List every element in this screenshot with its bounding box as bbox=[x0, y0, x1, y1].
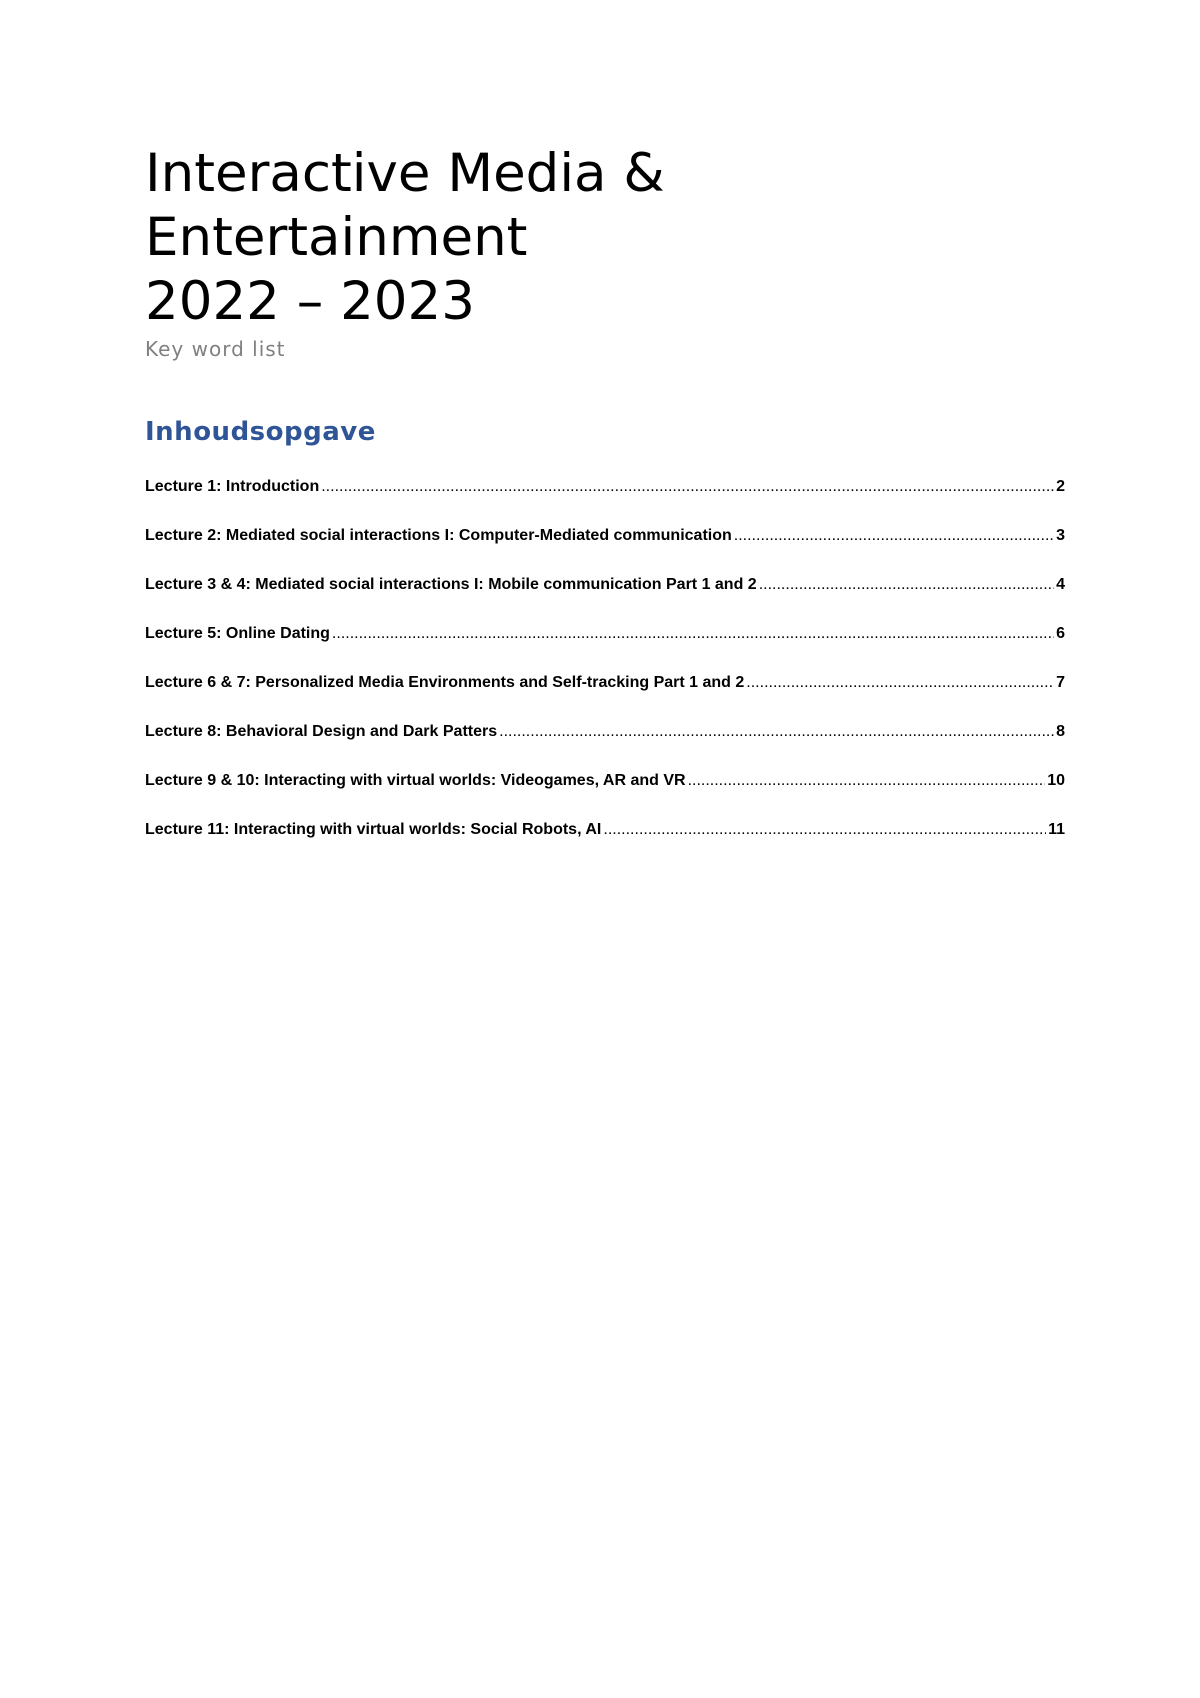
toc-dot-leader bbox=[759, 576, 1054, 594]
toc-entry-page: 6 bbox=[1056, 625, 1065, 642]
toc-entry[interactable] bbox=[145, 674, 1065, 723]
toc-entry[interactable] bbox=[145, 576, 1065, 625]
toc-dot-leader bbox=[746, 674, 1054, 692]
toc-entry-page: 2 bbox=[1056, 478, 1065, 495]
toc-dot-leader bbox=[603, 821, 1046, 839]
toc-entry-page: 11 bbox=[1048, 821, 1065, 838]
toc-dot-leader bbox=[321, 478, 1054, 496]
document-title-line-1: Interactive Media & bbox=[145, 143, 665, 204]
toc-dot-leader bbox=[332, 625, 1054, 643]
title-block bbox=[145, 142, 1065, 362]
toc-entry-page: 3 bbox=[1056, 527, 1065, 544]
toc-entry-label: Lecture 6 & 7: Personalized Media Environments and Self-tracking Part 1 and 2 bbox=[145, 674, 745, 691]
document-title-line-3: 2022 – 2023 bbox=[145, 271, 475, 332]
toc-dot-leader bbox=[734, 527, 1054, 545]
toc-entry-label: Lecture 1: Introduction bbox=[145, 478, 320, 495]
toc-entry-page: 10 bbox=[1047, 772, 1065, 789]
toc-dot-leader bbox=[688, 772, 1046, 790]
toc-entry[interactable] bbox=[145, 772, 1065, 821]
toc-entry-page: 4 bbox=[1056, 576, 1065, 593]
toc-entry-label: Lecture 8: Behavioral Design and Dark Patters bbox=[145, 723, 498, 740]
document-title-line-2: Entertainment bbox=[145, 207, 528, 268]
toc-entry[interactable] bbox=[145, 821, 1065, 870]
toc-entry[interactable] bbox=[145, 723, 1065, 772]
toc-entry[interactable] bbox=[145, 625, 1065, 674]
toc-heading: Inhoudsopgave bbox=[145, 417, 376, 447]
toc-dot-leader bbox=[499, 723, 1054, 741]
toc-entry-label: Lecture 9 & 10: Interacting with virtual worlds: Videogames, AR and VR bbox=[145, 772, 686, 789]
toc-entry-page: 8 bbox=[1056, 723, 1065, 740]
toc-entry-label: Lecture 3 & 4: Mediated social interactions I: Mobile communication Part 1 and 2 bbox=[145, 576, 757, 593]
toc-entry-label: Lecture 11: Interacting with virtual worlds: Social Robots, AI bbox=[145, 821, 602, 838]
table-of-contents bbox=[145, 478, 1065, 870]
document-subtitle: Key word list bbox=[145, 337, 286, 361]
toc-entry[interactable] bbox=[145, 527, 1065, 576]
toc-entry-label: Lecture 5: Online Dating bbox=[145, 625, 330, 642]
toc-entry-label: Lecture 2: Mediated social interactions I: Computer-Mediated communication bbox=[145, 527, 732, 544]
toc-entry[interactable] bbox=[145, 478, 1065, 527]
toc-entry-page: 7 bbox=[1056, 674, 1065, 691]
